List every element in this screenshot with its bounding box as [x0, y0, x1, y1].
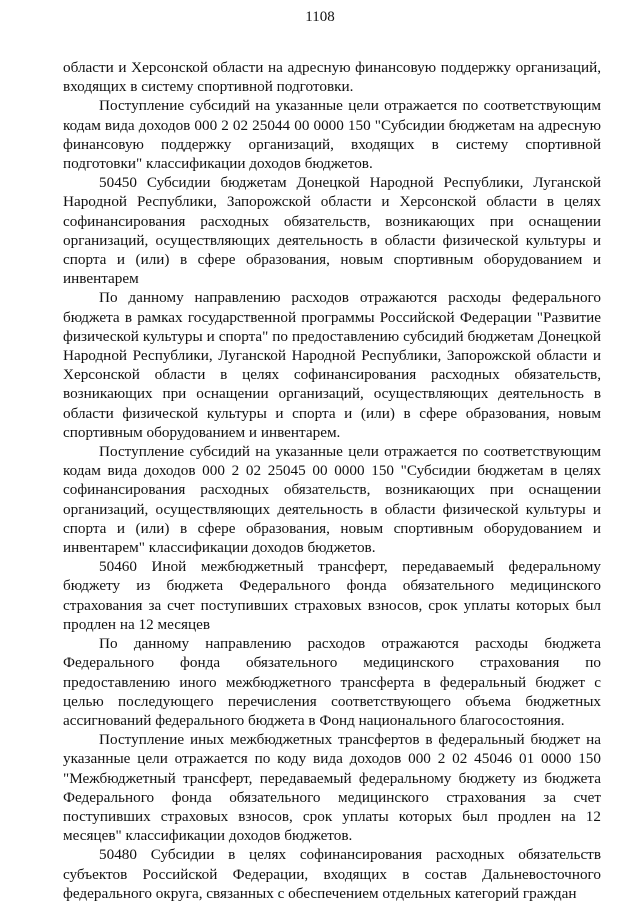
paragraph: Поступление субсидий на указанные цели отражается по соответствующим кодам вида доходов 000 2 02 25045 00 0000 150 "Субсидии бюджетам в целях софинансирования расходных обязательств, возникающих при оснащении организаций, осуществляющих деятельность в области физической культуры и спорта и (или) в сфере образования, новым спортивным оборудованием и инвентарем" классификации доходов бюджетов. [63, 443, 601, 557]
paragraph: Поступление субсидий на указанные цели отражается по соответствующим кодам вида доходов 000 2 02 25044 00 0000 150 "Субсидии бюджетам на адресную финансовую поддержку организаций, входящих в систему спортивной подготовки" классификации доходов бюджетов. [63, 97, 601, 173]
paragraph-heading-50450: 50450 Субсидии бюджетам Донецкой Народной Республики, Луганской Народной Республики, Запорожской области и Херсонской области в целях софинансирования расходных обязательств, возникающих при оснащении организаций, осуществляющих деятельность в области физической культуры и спорта и (или) в сфере образования, новым спортивным оборудованием и инвентарем [63, 174, 601, 288]
page-number: 1108 [305, 9, 335, 25]
body-text [63, 58, 601, 903]
paragraph: По данному направлению расходов отражаются расходы федерального бюджета в рамках государственной программы Российской Федерации "Развитие физической культуры и спорта" по предоставлению субсидий бюджетам Донецкой Народной Республики, Луганской Народной Республики, Запорожской области и Херсонской области в целях софинансирования расходных обязательств, возникающих при оснащении организаций, осуществляющих деятельность в области физической культуры и спорта и (или) в сфере образования, новым спортивным оборудованием и инвентарем. [63, 289, 601, 441]
paragraph-heading-50480: 50480 Субсидии в целях софинансирования расходных обязательств субъектов Российской Федерации, входящих в состав Дальневосточного федерального округа, связанных с обеспечением отдельных категорий граждан [63, 846, 601, 902]
paragraph: Поступление иных межбюджетных трансфертов в федеральный бюджет на указанные цели отражается по коду вида доходов 000 2 02 45046 01 0000 150 "Межбюджетный трансферт, передаваемый федеральному бюджету из бюджета Федерального фонда обязательного медицинского страхования за счет поступивших страховых взносов, срок уплаты которых был продлен на 12 месяцев" классификации доходов бюджетов. [63, 731, 601, 845]
paragraph-heading-50460: 50460 Иной межбюджетный трансферт, передаваемый федеральному бюджету из бюджета Федерального фонда обязательного медицинского страхования за счет поступивших страховых взносов, срок уплаты которых был продлен на 12 месяцев [63, 558, 601, 633]
paragraph-continuation: области и Херсонской области на адресную финансовую поддержку организаций, входящих в систему спортивной подготовки. [63, 59, 601, 96]
paragraph: По данному направлению расходов отражаются расходы бюджета Федерального фонда обязательного медицинского страхования по предоставлению иного межбюджетного трансферта в федеральный бюджет с целью последующего перечисления соответствующего объема бюджетных ассигнований федерального бюджета в Фонд национального благосостояния. [63, 635, 601, 729]
